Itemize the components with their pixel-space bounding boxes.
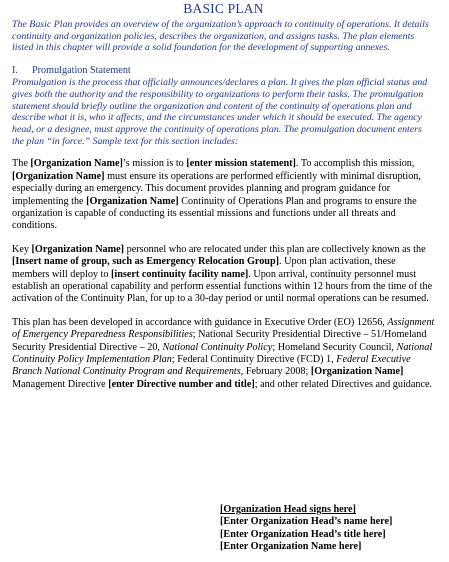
reference-title: National Continuity Policy Implementation Plan xyxy=(12,341,433,366)
text-run: Continuity of Operations Plan and programs to ensure the organization is capable of conducting its essential missions and functions under all threats and conditions. xyxy=(12,195,417,232)
placeholder-group-name: [Insert name of group, such as Emergency Relocation Group] xyxy=(12,256,280,268)
section-description: Promulgation is the process that officially announces/declares a plan. It gives the plan official status and gives both the authority and the responsibility to organizations to perform their tasks. The promulgation statement should briefly outline the organization and content of the continuity of operations plan and describe what it is, who it affects, and the circumstances under which it should be executed. The agency head, or a designee, must approve the continuity of operations plan. The promulgation document enters the plan “in force.” Sample text for this section includes: xyxy=(12,77,428,147)
placeholder-organization-name: [Organization Name] xyxy=(12,170,105,182)
reference-title: National Continuity Policy xyxy=(162,341,273,353)
text-run: must ensure its operations are performed efficiently with minimal disruption, especially during an emergency. This document provides planning and program guidance for implementing the xyxy=(12,170,421,207)
placeholder-mission-statement: [enter mission statement] xyxy=(186,158,296,170)
reference-title: Assignment of Emergency Preparedness Responsibilities xyxy=(12,316,435,341)
signature-line: [Organization Head signs here] xyxy=(220,504,356,515)
text-run: Management Directive xyxy=(12,378,109,390)
text-run: . Upon plan activation, these members will deploy to xyxy=(12,256,396,280)
text-run: personnel who are relocated under this plan are collectively known as the xyxy=(124,243,426,255)
reference-title: Federal Executive Branch National Continuity Program and Requirements xyxy=(12,354,411,378)
signature-name: [Enter Organization Head’s name here] xyxy=(220,516,393,528)
placeholder-organization-name: [Organization Name] xyxy=(310,366,404,378)
section-heading xyxy=(12,65,435,77)
placeholder-directive: [enter Directive number and title] xyxy=(108,378,255,390)
text-run: . To accomplish this mission, xyxy=(295,158,415,170)
personnel-paragraph xyxy=(12,244,435,306)
text-run: , February 2008; xyxy=(240,366,311,378)
placeholder-organization-name: [Organization Name] xyxy=(31,243,125,255)
placeholder-organization-name: [Organization Name] xyxy=(30,158,123,170)
document-page xyxy=(0,1,449,562)
text-run: ; and other related Directives and guidance. xyxy=(254,378,433,390)
text-run: ’s mission is to xyxy=(122,158,187,170)
text-run: . Upon arrival, continuity personnel must establish an operational capability and perform essential functions within 12 hours from the time of the activation of the Continuity Plan, for up to a 30-day period or until normal operations can be resumed. xyxy=(12,268,433,305)
text-run: Key xyxy=(12,243,32,255)
text-run: ; National Security Presidential Directive – 51/Homeland Security Presidential Directive – 20, xyxy=(12,329,427,353)
signature-organization: [Enter Organization Name here] xyxy=(220,540,362,552)
text-run: ; Homeland Security Council, xyxy=(272,341,397,353)
section-title: Promulgation Statement xyxy=(32,65,131,77)
placeholder-organization-name: [Organization Name] xyxy=(86,195,179,207)
text-run: This plan has been developed in accordance with guidance in Executive Order (EO) 12656, xyxy=(12,316,388,328)
intro-paragraph: The Basic Plan provides an overview of the organization’s approach to continuity of operations. It details continuity and organization policies, describes the organization, and assigns tasks. The plan elements listed in this chapter will provide a solid foundation for the development of supporting annexes. xyxy=(12,19,429,54)
guidance-paragraph xyxy=(12,317,435,391)
signature-block xyxy=(220,504,392,553)
text-run: The xyxy=(12,158,31,170)
text-run: ; Federal Continuity Directive (FCD) 1, xyxy=(171,354,337,366)
page-title: BASIC PLAN xyxy=(183,1,264,16)
mission-paragraph xyxy=(12,158,435,232)
placeholder-facility-name: [insert continuity facility name] xyxy=(111,268,249,280)
signature-title: [Enter Organization Head’s title here] xyxy=(220,528,386,540)
section-number: I. xyxy=(12,65,18,77)
